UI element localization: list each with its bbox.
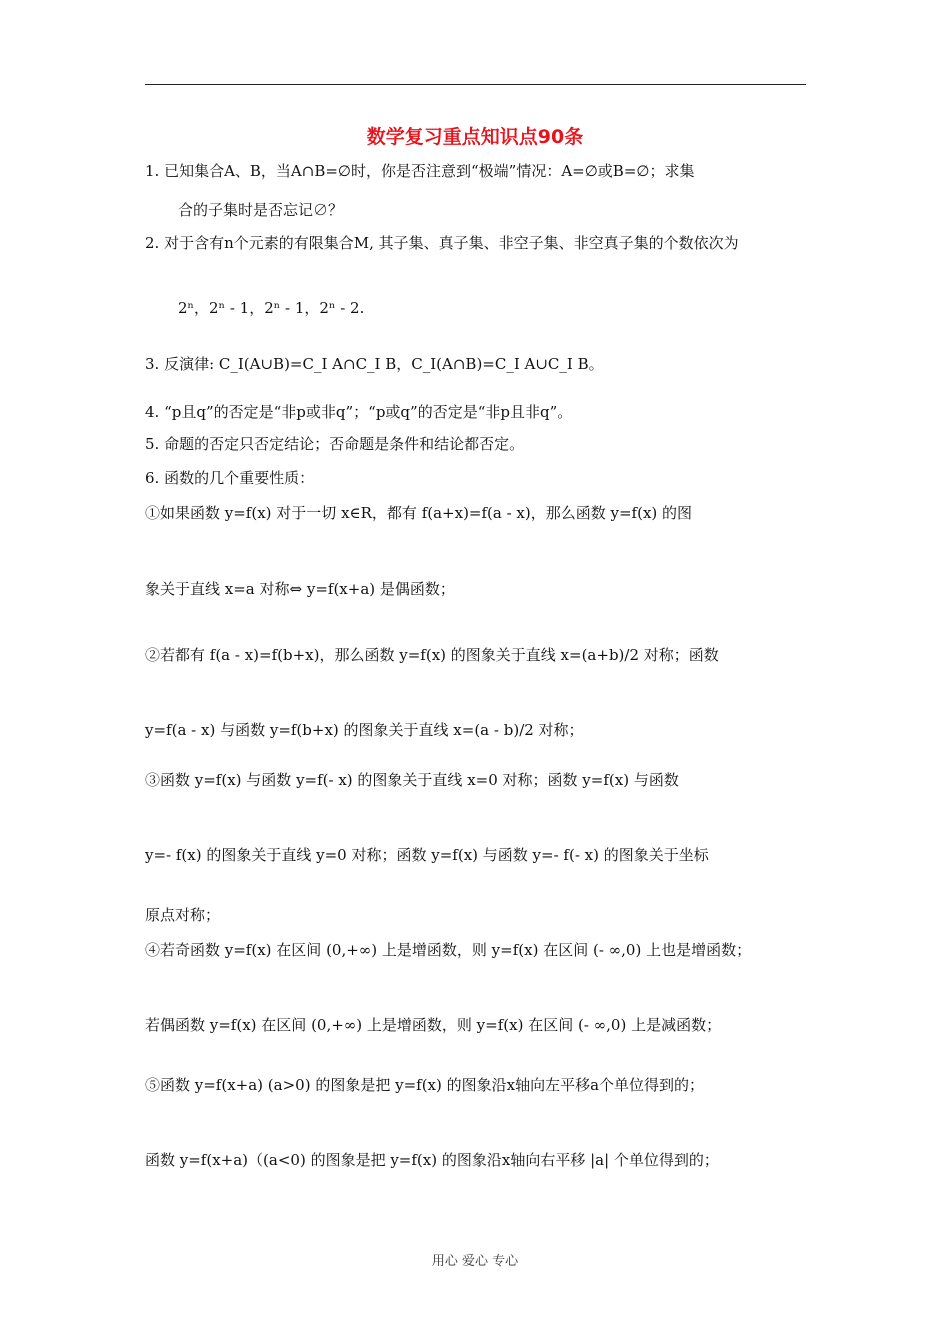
text-line-l3: 3. 反演律: C_I(A∪B)=C_I A∩C_I B，C_I(A∩B)=C_I A∪C_I B。 [145, 355, 604, 373]
header-rule [145, 84, 806, 85]
text-line-l5: 5. 命题的否定只否定结论；否命题是条件和结论都否定。 [145, 435, 525, 453]
text-line-l9b: y=- f(x) 的图象关于直线 y=0 对称；函数 y=f(x) 与函数 y=- f(- x) 的图象关于坐标 [145, 846, 709, 864]
text-line-l1b: 合的子集时是否忘记∅？ [178, 201, 344, 219]
text-line-l10b: 若偶函数 y=f(x) 在区间 (0,+∞) 上是增函数，则 y=f(x) 在区间 (- ∞,0) 上是减函数； [145, 1016, 722, 1034]
text-line-l4: 4. “p且q”的否定是“非p或非q”；“p或q”的否定是“非p且非q”。 [145, 403, 573, 421]
text-line-l9a: ③函数 y=f(x) 与函数 y=f(- x) 的图象关于直线 x=0 对称；函数 y=f(x) 与函数 [145, 771, 679, 789]
text-line-l2b: 2ⁿ，2ⁿ - 1，2ⁿ - 1，2ⁿ - 2. [178, 299, 365, 317]
text-line-l10a: ④若奇函数 y=f(x) 在区间 (0,+∞) 上是增函数，则 y=f(x) 在区间 (- ∞,0) 上也是增函数； [145, 941, 752, 959]
text-line-l6: 6. 函数的几个重要性质： [145, 469, 315, 487]
text-line-l9c: 原点对称； [145, 906, 221, 924]
document-title: 数学复习重点知识点90条 [366, 126, 584, 148]
text-line-l7b: 象关于直线 x=a 对称⇔ y=f(x+a) 是偶函数； [145, 580, 455, 598]
text-line-l11a: ⑤函数 y=f(x+a) (a>0) 的图象是把 y=f(x) 的图象沿x轴向左平移a个单位得到的； [145, 1076, 705, 1094]
text-line-l2a: 2. 对于含有n个元素的有限集合M, 其子集、真子集、非空子集、非空真子集的个数依次为 [145, 234, 739, 252]
text-line-l8b: y=f(a - x) 与函数 y=f(b+x) 的图象关于直线 x=(a - b)/2 对称； [145, 721, 584, 739]
text-line-l11b: 函数 y=f(x+a)（(a<0) 的图象是把 y=f(x) 的图象沿x轴向右平移 |a| 个单位得到的； [145, 1151, 719, 1169]
page-footer: 用心 爱心 专心 [431, 1254, 519, 1269]
text-line-l7a: ①如果函数 y=f(x) 对于一切 x∈R，都有 f(a+x)=f(a - x)，那么函数 y=f(x) 的图 [145, 504, 693, 522]
text-line-l8a: ②若都有 f(a - x)=f(b+x)，那么函数 y=f(x) 的图象关于直线 x=(a+b)/2 对称；函数 [145, 646, 719, 664]
text-line-l1a: 1. 已知集合A、B，当A∩B=∅时，你是否注意到“极端”情况：A=∅或B=∅；求集 [145, 162, 695, 180]
